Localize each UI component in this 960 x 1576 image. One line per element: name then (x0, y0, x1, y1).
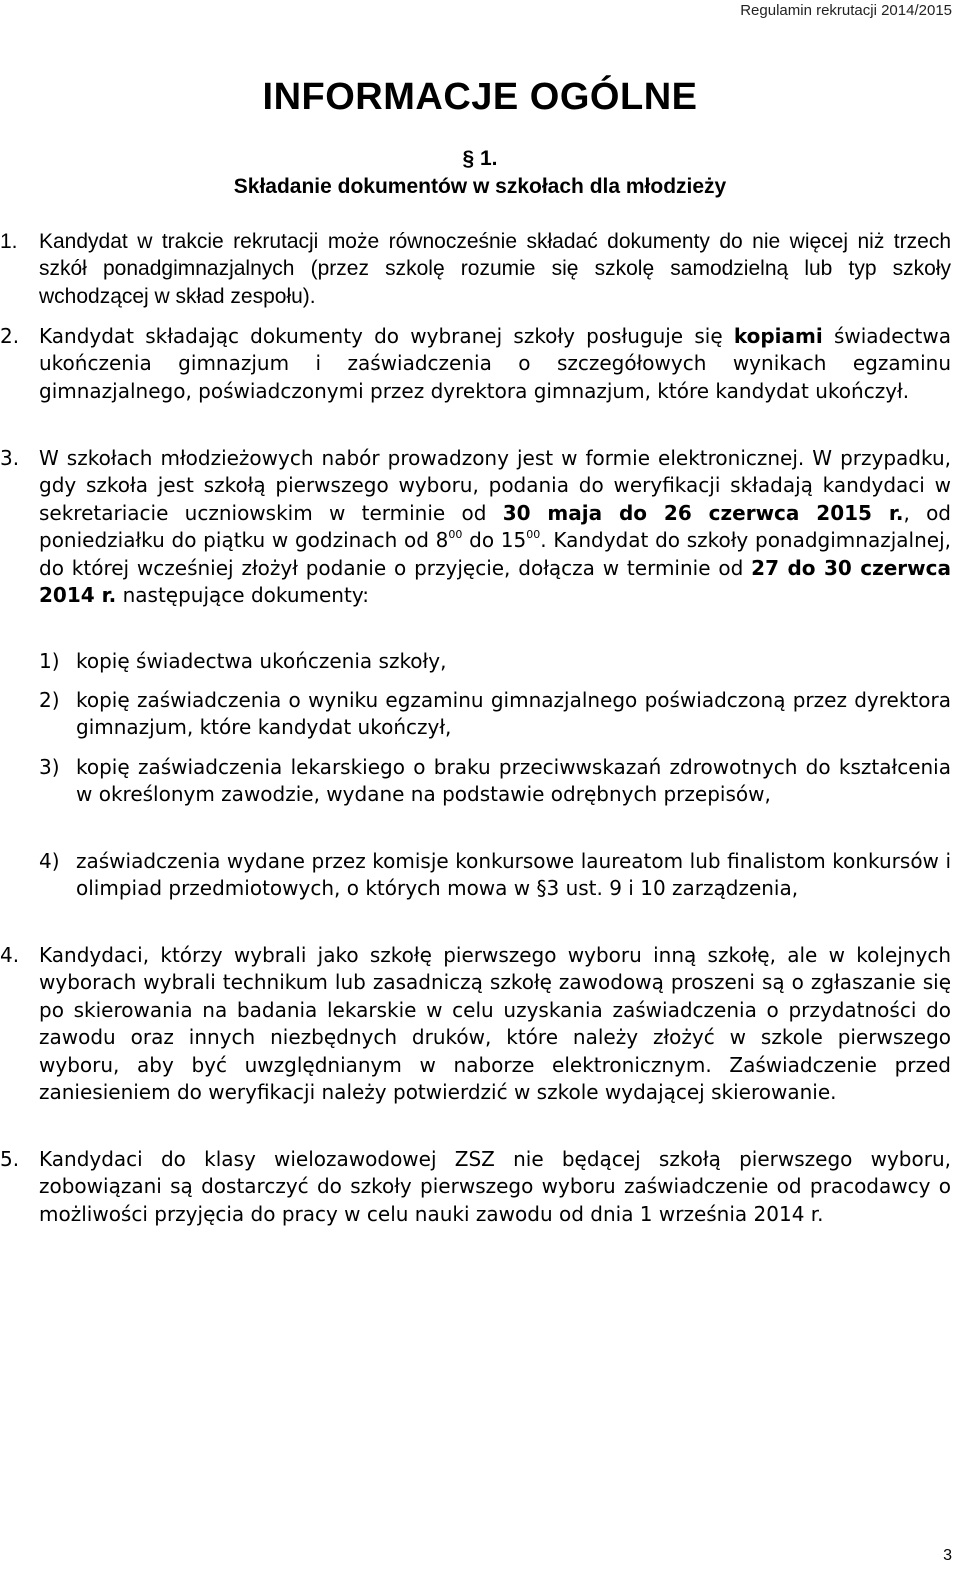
list-item (0, 445, 951, 609)
page-number: 3 (943, 1547, 952, 1564)
list-item (0, 228, 951, 310)
document-text: zaświadczenia wydane przez komisje konkursowe laureatom lub finalistom konkursów i olimpiad przedmiotowych, o których mowa w §3 ust. 9 i 10 zarządzenia, (76, 849, 951, 901)
item-text: W szkołach młodzieżowych nabór prowadzony jest w formie elektronicznej. W przypadku, gdy szkoła jest szkołą pierwszego wyboru, podania do weryfikacji składają kandydaci w sekretariacie uczniowskim w terminie od 30 maja do 26 czerwca 2015 r., od poniedziałku do piątku w godzinach od $8^{00}$ do $15^{00}$. Kandydat do szkoły ponadgimnazjalnej, do której wcześniej złożył podanie o przyjęcie, dołącza w terminie od 27 do 30 czerwca 2014 r. następujące dokumenty: (39, 446, 952, 608)
item-number: 4. (0, 943, 20, 967)
item-text: Kandydat w trakcie rekrutacji może równocześnie składać dokumenty do nie więcej niż trzech szkół ponadgimnazjalnych (przez szkolę rozumie się szkolę samodzielną lub typ szkoły wchodzącej w skład zespołu). (39, 230, 951, 308)
document-title: INFORMACJE OGÓLNE (262, 76, 698, 118)
section-title: Składanie dokumentów w szkołach dla młodzieży (233, 175, 727, 198)
document-item (39, 754, 951, 809)
document-text: kopię zaświadczenia o wyniku egzaminu gimnazjalnego poświadczoną przez dyrektora gimnazjum, które kandydat ukończył, (76, 688, 951, 740)
document-number: 4) (39, 849, 60, 873)
section-number: § 1. (462, 147, 498, 170)
document-number: 3) (39, 755, 60, 779)
list-item (0, 1146, 951, 1228)
item-text: Kandydaci, którzy wybrali jako szkołę pierwszego wyboru inną szkołę, ale w kolejnych wyborach wybrali technikum lub zasadniczą szkołę zawodową proszeni są o zgłaszanie się po skierowania na badania lekarskie w celu uzyskania zaświadczenia o przydatności do zawodu oraz innych niezbędnych druków, które należy złożyć w szkole pierwszego wyboru, aby być uwzględnianym w naborze elektronicznym. Zaświadczenie przed zaniesieniem do weryfikacji należy potwierdzić w szkole wydającej skierowanie. (39, 943, 951, 1105)
document-item (39, 648, 951, 675)
item-number: 1. (0, 230, 18, 253)
item-number: 3. (0, 446, 20, 470)
document-number: 2) (39, 688, 60, 712)
document-number: 1) (39, 649, 60, 673)
document-item (39, 687, 951, 742)
item-number: 2. (0, 324, 20, 348)
list-item (0, 323, 951, 405)
item-number: 5. (0, 1147, 20, 1171)
document-item (39, 848, 951, 903)
item-text: Kandydaci do klasy wielozawodowej ZSZ nie będącej szkołą pierwszego wyboru, zobowiązani są dostarczyć do szkoły pierwszego wyboru zaświadczenie od pracodawcy o możliwości przyjęcia do pracy w celu nauki zawodu od dnia 1 września 2014 r. (39, 1147, 951, 1226)
item-text: Kandydat składając dokumenty do wybranej szkoły posługuje się kopiami świadectwa ukończenia gimnazjum i zaświadczenia o szczegółowych wynikach egzaminu gimnazjalnego, poświadczonymi przez dyrektora gimnazjum, które kandydat ukończył. (39, 324, 951, 403)
running-header: Regulamin rekrutacji 2014/2015 (740, 2, 952, 19)
document-text: kopię zaświadczenia lekarskiego o braku przeciwwskazań zdrowotnych do kształcenia w określonym zawodzie, wydane na podstawie odrębnych przepisów, (76, 755, 951, 807)
list-item (0, 942, 951, 1106)
document-text: kopię świadectwa ukończenia szkoły, (76, 649, 447, 673)
